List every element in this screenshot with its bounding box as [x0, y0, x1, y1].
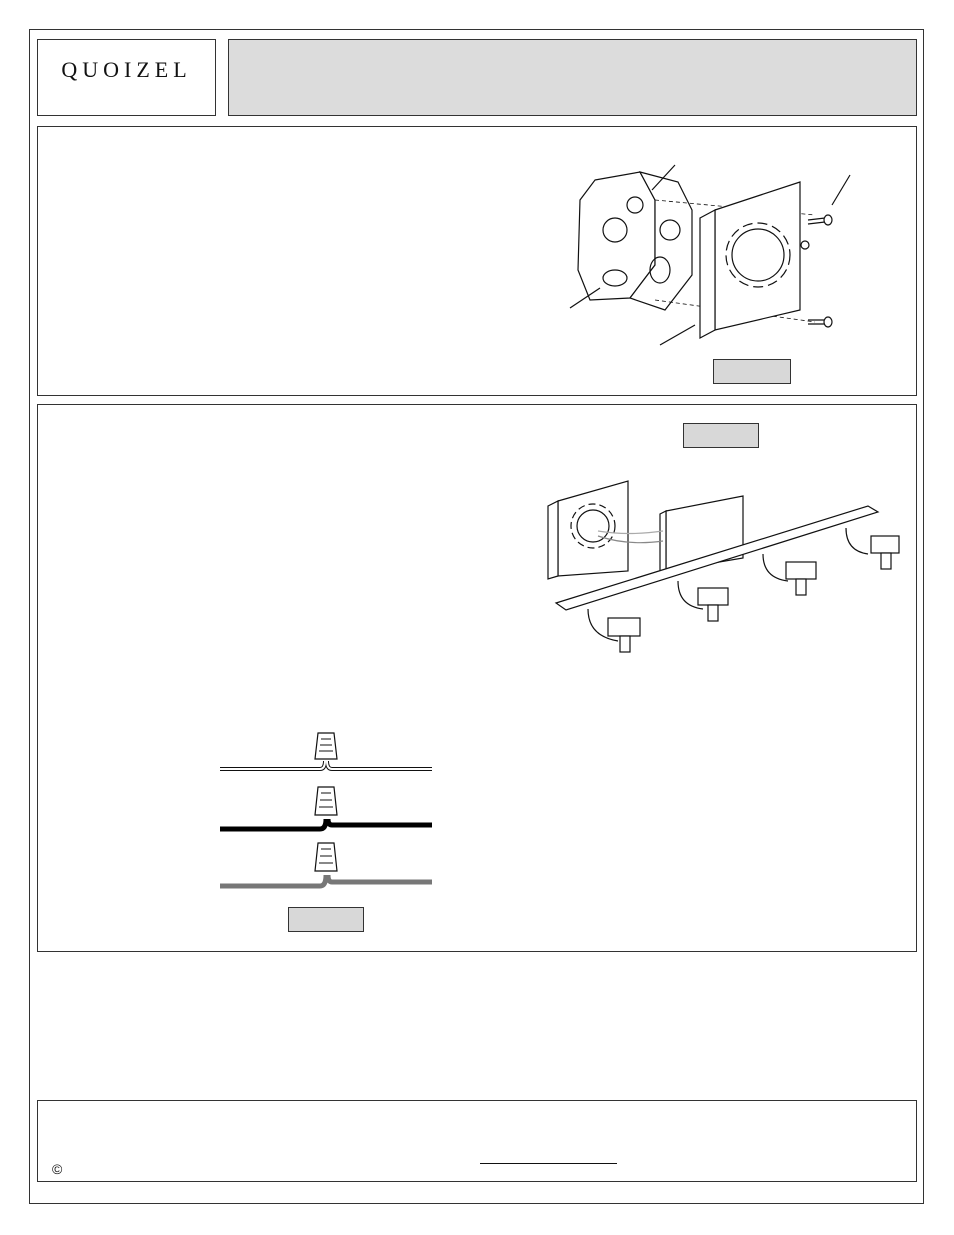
socket-3: [763, 554, 816, 595]
white-wire: [220, 761, 432, 769]
socket-2: [678, 581, 728, 621]
mounting-screw-bottom: [808, 317, 832, 327]
mounting-bracket: [715, 182, 800, 330]
figure-label-1: [713, 359, 791, 384]
ground-wire: [220, 875, 432, 886]
bracket-diagram: [560, 160, 860, 360]
wire-nut-1: [315, 733, 337, 759]
footer-link-underline: [480, 1163, 617, 1164]
wire-connector-diagram: [220, 725, 432, 895]
copyright-symbol: ©: [52, 1161, 63, 1177]
fixture-diagram: [548, 476, 888, 661]
mounting-screw-top: [808, 215, 832, 225]
title-banner: [228, 39, 917, 116]
brand-logo-box: [37, 39, 216, 116]
black-wire: [220, 819, 432, 829]
figure-label-2: [683, 423, 759, 448]
footer-panel: [37, 1100, 917, 1182]
wire-nut-2: [315, 787, 337, 815]
socket-1: [588, 609, 640, 652]
wire-nut-3: [315, 843, 337, 871]
brand-logo: QUOIZEL: [61, 56, 192, 82]
figure-label-3: [288, 907, 364, 932]
